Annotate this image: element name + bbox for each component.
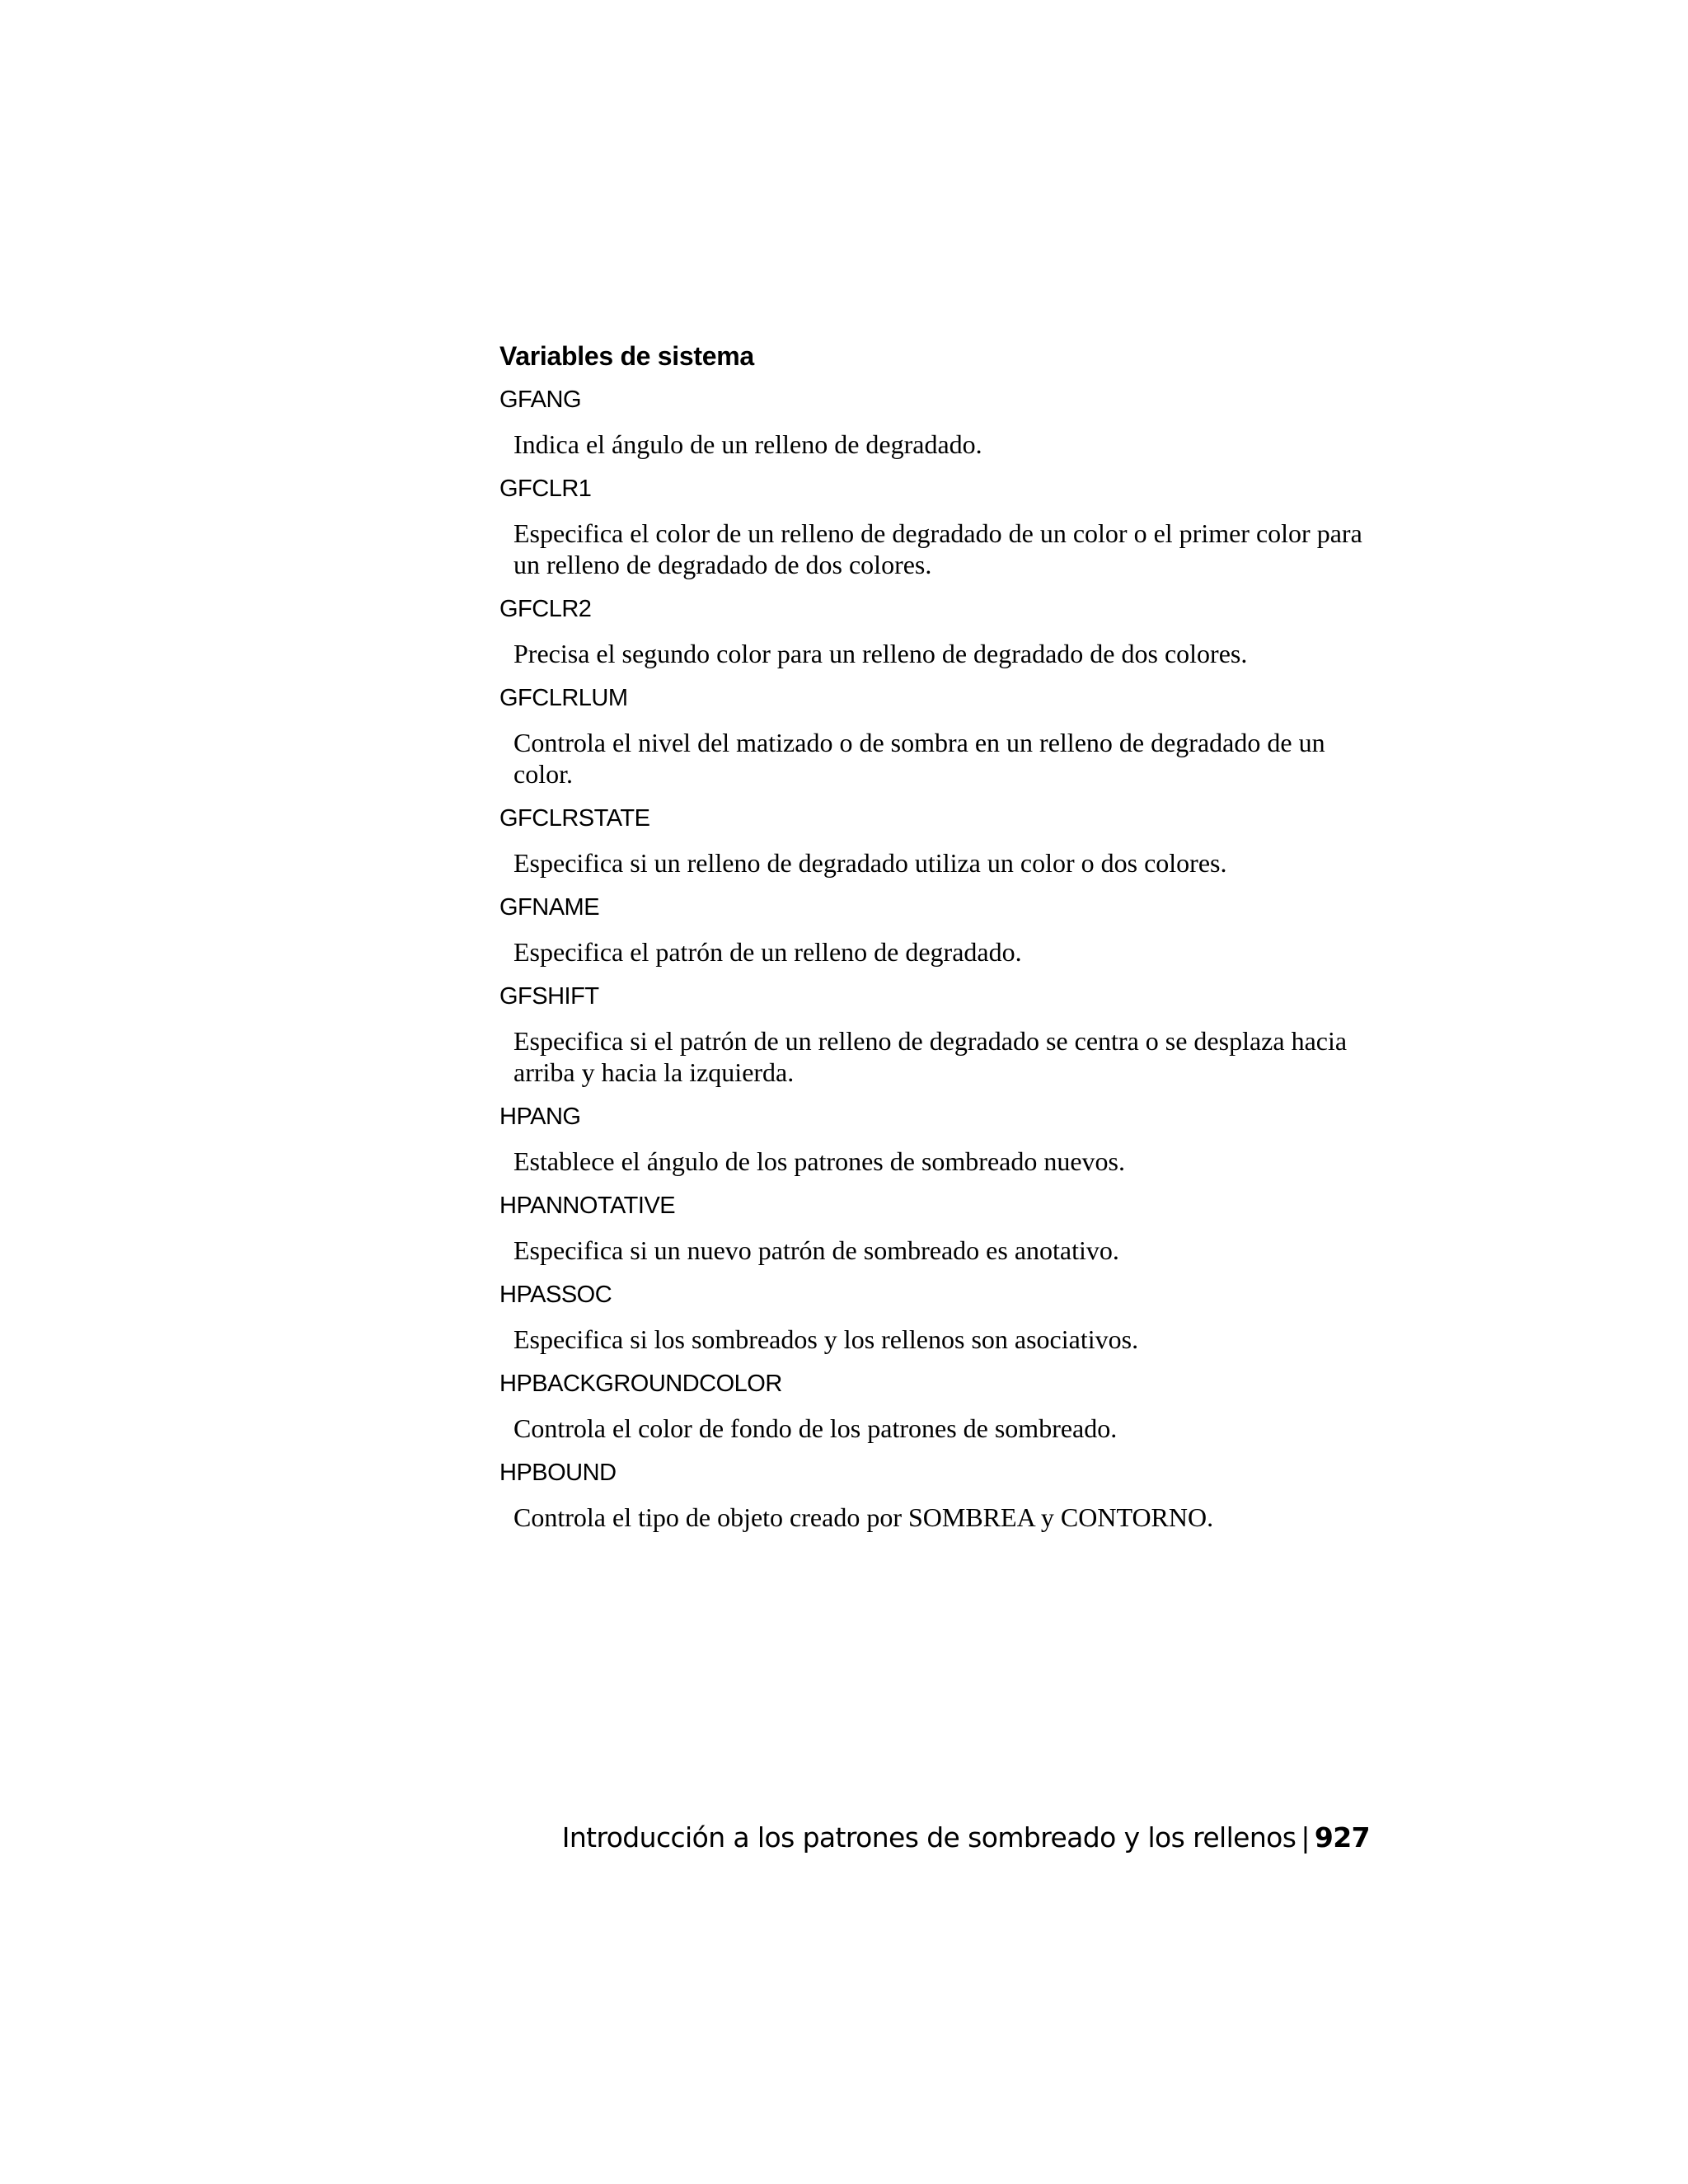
variable-entry — [499, 892, 1390, 968]
page-footer — [562, 1820, 1370, 1856]
variable-entry — [499, 1279, 1390, 1355]
variable-entry — [499, 384, 1390, 460]
variable-description: Controla el nivel del matizado o de sombra en un relleno de degradado de un color. — [513, 728, 1325, 789]
variable-name: HPBOUND — [499, 1460, 617, 1486]
variable-name: GFANG — [499, 387, 582, 413]
variable-name: GFCLRSTATE — [499, 805, 650, 832]
system-variables-section — [499, 340, 1390, 1546]
variable-name: HPANG — [499, 1104, 581, 1130]
variable-description: Precisa el segundo color para un relleno de degradado de dos colores. — [513, 639, 1248, 668]
variable-description: Especifica si un relleno de degradado utiliza un color o dos colores. — [513, 848, 1227, 878]
variable-entry — [499, 1101, 1390, 1177]
variable-entry — [499, 1457, 1390, 1533]
variable-entry — [499, 1368, 1390, 1444]
variable-description: Controla el color de fondo de los patrones de sombreado. — [513, 1413, 1118, 1443]
variable-description: Especifica el color de un relleno de degradado de un color o el primer color para un relleno de degradado de dos colores. — [513, 518, 1362, 579]
variable-entry — [499, 1190, 1390, 1266]
footer-separator: | — [1301, 1821, 1310, 1854]
variable-name: GFCLR2 — [499, 596, 592, 622]
variable-entry — [499, 803, 1390, 879]
page-number: 927 — [1314, 1821, 1370, 1854]
variable-description: Especifica si un nuevo patrón de sombreado es anotativo. — [513, 1235, 1119, 1265]
variable-name: HPBACKGROUNDCOLOR — [499, 1371, 782, 1397]
variable-description: Especifica si los sombreados y los rellenos son asociativos. — [513, 1324, 1139, 1354]
variable-description: Establece el ángulo de los patrones de sombreado nuevos. — [513, 1146, 1125, 1176]
variable-name: GFCLR1 — [499, 476, 592, 502]
variable-name: GFCLRLUM — [499, 685, 628, 711]
variable-name: GFSHIFT — [499, 983, 599, 1010]
section-heading: Variables de sistema — [499, 341, 754, 371]
variable-entry — [499, 981, 1390, 1088]
variable-description: Especifica si el patrón de un relleno de degradado se centra o se desplaza hacia arriba y hacia la izquierda. — [513, 1026, 1348, 1087]
variable-description: Indica el ángulo de un relleno de degradado. — [513, 429, 982, 459]
variable-entry — [499, 593, 1390, 669]
variable-entry — [499, 682, 1390, 790]
variable-description: Controla el tipo de objeto creado por SOMBREA y CONTORNO. — [513, 1502, 1214, 1532]
variable-description: Especifica el patrón de un relleno de degradado. — [513, 937, 1022, 967]
footer-chapter-title: Introducción a los patrones de sombreado y los rellenos — [561, 1821, 1296, 1854]
variable-name: HPANNOTATIVE — [499, 1193, 676, 1219]
variable-entry — [499, 473, 1390, 580]
variable-name: HPASSOC — [499, 1282, 612, 1308]
variable-name: GFNAME — [499, 894, 600, 921]
